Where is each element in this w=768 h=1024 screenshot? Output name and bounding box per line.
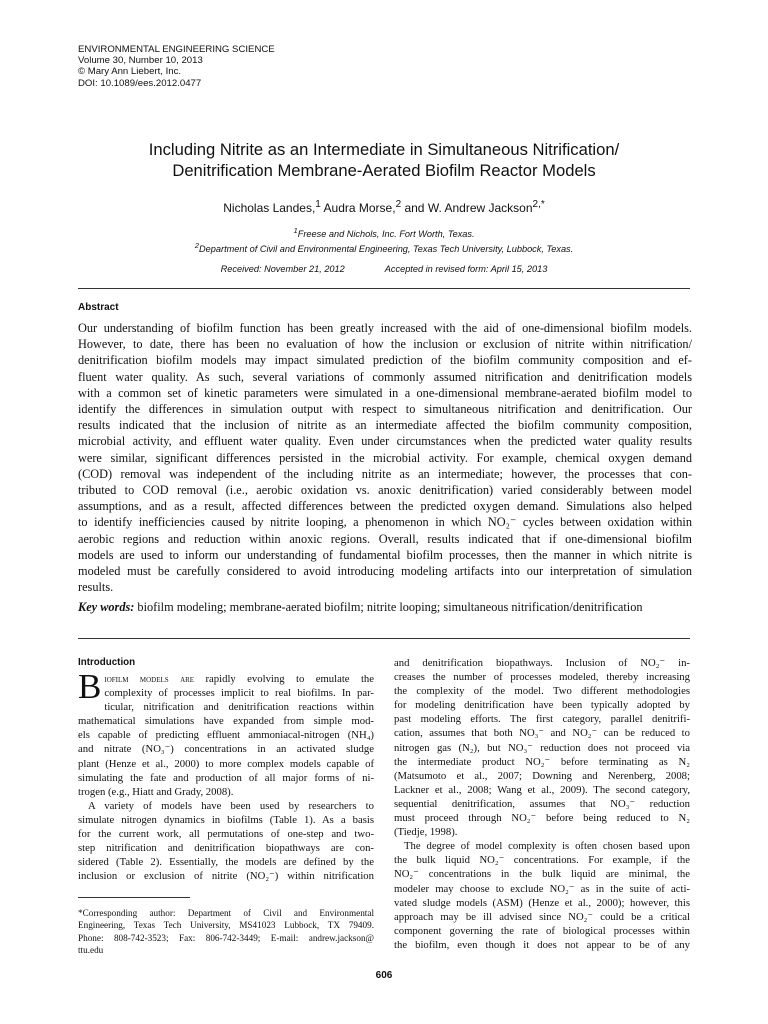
body-line: simulate nitrogen dynamics in biofilms (Table 1). As a basis [78, 813, 374, 826]
keywords-label: Key words: [78, 600, 135, 614]
journal-header [78, 44, 275, 89]
body-line: step nitrification and denitrification biopathways are con- [78, 842, 374, 855]
body-line: nitrogen gas (N₂), but NO₃⁻ reduction does not proceed via [394, 741, 690, 754]
journal-doi: DOI: 10.1089/ees.2012.0477 [78, 77, 202, 89]
footnote-line: ttu.edu [78, 945, 104, 956]
author-1-sup: 1 [315, 199, 321, 210]
title-line-2: Denitrification Membrane-Aerated Biofilm Reactor Models [172, 161, 596, 180]
body-line: inclusion or exclusion of nitrite (NO₂⁻) within nitrification [78, 870, 374, 883]
abstract-line: tributed to COD removal (i.e., aerobic oxidation vs. anoxic denitrification) varied considerably between model [78, 483, 692, 498]
title-line-1: Including Nitrite as an Intermediate in Simultaneous Nitrification/ [148, 140, 620, 159]
journal-copyright: © Mary Ann Liebert, Inc. [78, 66, 182, 78]
abstract-line: (COD) removal was independent of the including nitrite as an intermediate; however, the processes that con- [78, 466, 692, 481]
body-line: cation, assumes that both NO₃⁻ and NO₂⁻ can be reduced to [394, 727, 690, 740]
abstract-line: to identify inefficiencies caused by nitrite looping, a phenomenon in which NO₂⁻ cycles between oxidation within [78, 515, 692, 530]
abstract-line: fluent water quality. As such, several variations of commonly assumed nitrification and denitrification models [78, 369, 692, 384]
body-line: past modeling efforts. The first category, parallel denitrifi- [394, 713, 690, 726]
abstract-line: results indicated that the inclusion of nitrite as an intermediate affected the biofilm community composition, [78, 418, 692, 433]
abstract-body [78, 320, 692, 595]
abstract-line: aerobic regions and reduction within anoxic regions. Overall, results indicated that if one-dimensional biofilm [78, 531, 692, 546]
body-line: mathematical simulations have expanded from simple mod- [78, 715, 374, 728]
body-line: The degree of model complexity is often chosen based upon [404, 840, 690, 853]
affiliation-1: $^1$Freese and Nichols, Inc. Fort Worth, Texas. [293, 226, 475, 240]
footnote-line: Engineering, Texas Tech University, MS41023 Lubbock, TX 79409. [78, 920, 374, 931]
abstract-line: denitrification biofilm models may impact simulated prediction of the biofilm community composition and ef- [78, 353, 692, 368]
body-line: and denitrification biopathways. Inclusion of NO₂⁻ in- [394, 657, 690, 669]
keywords [78, 600, 692, 615]
body-line: for the current work, all permutations of one-step and two- [78, 828, 374, 841]
drop-cap: B [78, 667, 102, 706]
body-line: trogen (e.g., Hiatt and Grady, 2008). [78, 785, 234, 798]
author-2-sup: 2 [395, 199, 402, 210]
body-line: creases the number of processes modeled, thereby increasing [394, 671, 690, 684]
body-line: the biofilm, even though it does not appear to be of any [394, 938, 690, 951]
journal-volume: Volume 30, Number 10, 2013 [78, 55, 203, 67]
author-list [60, 199, 708, 215]
abstract-line: However, to date, there has been no evaluation of how the inclusion or exclusion of nitrite within nitrification/ [78, 337, 692, 352]
abstract-line: identify the differences in simulation output with respect to simultaneous nitrification and denitrification. Our [78, 402, 692, 417]
body-line: sequential denitrification, assumes that NO₃⁻ reduction [394, 797, 690, 810]
body-line: the intermediate product NO₂⁻ before terminating as N₂ [394, 755, 690, 768]
abstract-line: with a common set of kinetic parameters were simulated in a one-dimensional membrane-aerated biofilm model to [78, 385, 692, 400]
abstract-line: assumptions, and as a result, affected differences between the predicted oxygen demand. Simulations also helped [78, 499, 692, 514]
affiliation-2: $^2$Department of Civil and Environmental Engineering, Texas Tech University, Lubbock, Texas. [194, 241, 574, 255]
body-line: must proceed through NO₂⁻ before being reduced to N₂ [394, 812, 690, 825]
abstract-line: models are used to inform our understanding of fundamental biofilm processes, then the manner in which nitrite is [78, 547, 692, 562]
body-line: vated sludge models (ASM) (Henze et al., 2000); however, this [394, 896, 690, 909]
abstract-line: Our understanding of biofilm function has been greatly increased with the aid of one-dimensional biofilm models. [78, 321, 692, 335]
page-number: 606 [375, 970, 393, 981]
body-line: the bulk liquid NO₂⁻ concentrations. For example, if the [394, 854, 690, 867]
abstract-line: were similar, significant differences persisted in the microbial activity. For example, chemical oxygen demand [78, 450, 692, 465]
intro-first-line: iofilm models are rapidly evolving to emulate the [104, 673, 375, 685]
divider-bottom [78, 638, 690, 639]
corresponding-author-footnote [78, 907, 374, 957]
article-dates [60, 264, 708, 274]
abstract-line: microbial activity, and effluent water quality. Even under circumstances when the predicted water quality results [78, 434, 692, 449]
body-line: (Tiedje, 1998). [394, 826, 458, 839]
author-2: Audra Morse, [320, 201, 396, 215]
body-line: for modeling denitrification have been typically adopted by [394, 699, 690, 712]
body-line: complexity of processes implicit to real biofilms. In par- [104, 687, 374, 700]
footnote-divider [78, 897, 190, 898]
body-line: NO₂⁻ concentrations in the bulk liquid are minimal, the [394, 868, 690, 881]
divider-top [78, 288, 690, 289]
column-right [394, 656, 690, 952]
body-line: modeler may choose to exclude NO₂⁻ as in the suite of acti- [394, 882, 690, 895]
body-line: simulating the fate and production of all major forms of ni- [78, 771, 374, 784]
abstract-line: modeled must be carefully considered to avoid introducing modeling artifacts into our interpretation of simulation [78, 564, 692, 579]
abstract-heading: Abstract [78, 302, 119, 313]
footnote-line: Phone: 808-742-3523; Fax: 806-742-3449; E-mail: andrew.jackson@ [78, 932, 374, 943]
body-line: and nitrate (NO₃⁻) concentrations in an activated sludge [78, 743, 374, 756]
body-line: Lackner et al., 2008; Wang et al., 2009). The second category, [394, 783, 690, 796]
affiliations [60, 225, 708, 255]
column-left [78, 667, 375, 883]
footnote-line: *Corresponding author: Department of Civil and Environmental [78, 908, 374, 918]
body-line: els capable of predicting effluent ammoniacal-nitrogen (NH₄) [78, 729, 374, 742]
body-line: plant (Henze et al., 2000) to more complex models capable of [78, 757, 374, 770]
body-line: A variety of models have been used by researchers to [88, 799, 374, 812]
keywords-text: biofilm modeling; membrane-aerated biofilm; nitrite looping; simultaneous nitrification/denitrification [134, 600, 643, 614]
journal-name: ENVIRONMENTAL ENGINEERING SCIENCE [78, 44, 275, 55]
author-3: and W. Andrew Jackson [401, 201, 533, 215]
body-line: component governing the rate of biological processes within [394, 924, 690, 937]
body-line: the complexity of the model. Two different methodologies [394, 685, 690, 698]
body-line: approach may be ill advised since NO₂⁻ could be a critical [394, 910, 690, 923]
abstract-line: results. [78, 580, 114, 595]
introduction-heading: Introduction [78, 657, 136, 668]
author-1: Nicholas Landes, [223, 201, 316, 215]
body-line: (Matsumoto et al., 2007; Downing and Nerenberg, 2008; [394, 769, 690, 782]
body-line: ticular, nitrification and denitrification reactions within [104, 701, 374, 714]
received-date: Received: November 21, 2012 [220, 264, 345, 274]
body-line: sidered (Table 2). Essentially, the models are defined by the [78, 856, 374, 869]
accepted-date: Accepted in revised form: April 15, 2013 [384, 264, 548, 274]
author-3-sup: 2,* [532, 199, 545, 210]
article-title [60, 139, 708, 181]
